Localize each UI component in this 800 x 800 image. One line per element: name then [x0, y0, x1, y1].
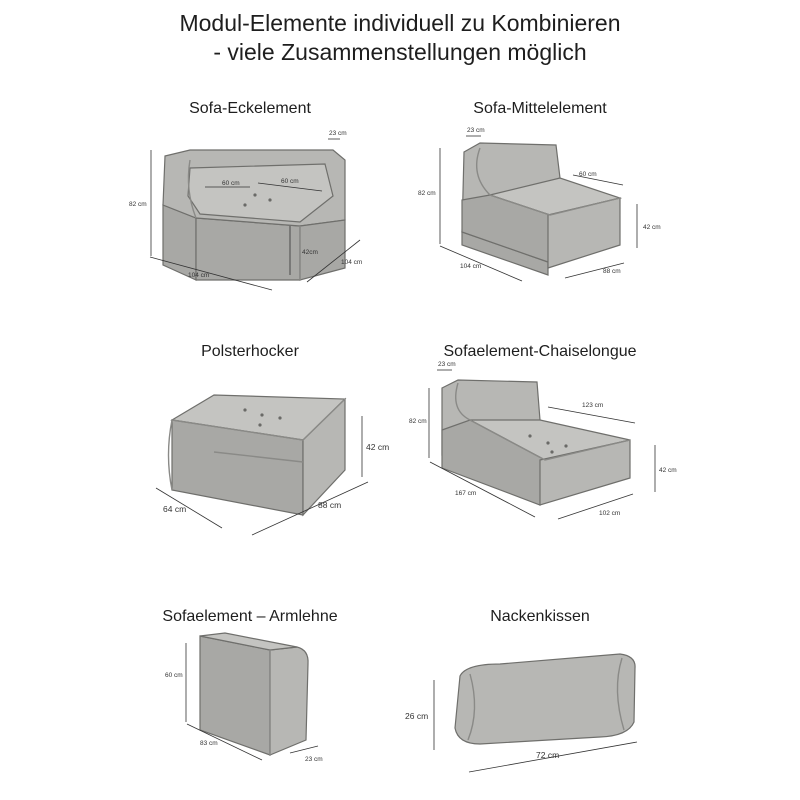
chaise-seat-height-dim: 42 cm	[659, 467, 677, 474]
corner-seat-right-dim: 60 cm	[281, 178, 299, 185]
pillow-illustration	[455, 654, 635, 744]
chaise-title: Sofaelement-Chaiselongue	[443, 343, 637, 360]
ottoman-height-dim: 42 cm	[366, 442, 390, 452]
corner-element-title: Sofa-Eckelement	[189, 100, 311, 117]
chaise-length-dim: 167 cm	[455, 490, 477, 497]
corner-height-dim: 82 cm	[129, 201, 147, 208]
pillow-width-dim: 72 cm	[536, 750, 560, 760]
middle-sofa-illustration	[462, 143, 620, 275]
armrest-length-dim: 83 cm	[200, 740, 218, 747]
middle-height-dim: 82 cm	[418, 190, 436, 197]
middle-element-title: Sofa-Mittelelement	[473, 100, 607, 117]
chaise-height-dim: 82 cm	[409, 418, 427, 425]
pillow-title: Nackenkissen	[490, 608, 590, 625]
ottoman-depth-dim: 64 cm	[163, 504, 187, 514]
armrest-title: Sofaelement – Armlehne	[162, 608, 338, 625]
ottoman-title: Polsterhocker	[201, 343, 299, 360]
armrest-width-dim: 23 cm	[305, 756, 323, 763]
pillow-height-dim: 26 cm	[405, 711, 429, 721]
ottoman-illustration	[169, 395, 346, 515]
ottoman-width-dim: 88 cm	[318, 500, 342, 510]
page-heading-line-2: - viele Zusammenstellungen möglich	[213, 39, 587, 65]
middle-seat-dim: 60 cm	[579, 171, 597, 178]
chaise-illustration	[442, 380, 630, 505]
middle-depth-dim: 88 cm	[603, 268, 621, 275]
chaise-width-dim: 102 cm	[599, 510, 621, 517]
corner-backrest-dim: 23 cm	[329, 130, 347, 137]
corner-width-dim: 104 cm	[188, 272, 210, 279]
armrest-illustration	[200, 633, 308, 755]
page-heading-line-1: Modul-Elemente individuell zu Kombinieren	[179, 10, 621, 36]
corner-seat-left-dim: 60 cm	[222, 180, 240, 187]
corner-sofa-illustration	[163, 150, 345, 280]
corner-depth-dim: 104 cm	[341, 259, 363, 266]
middle-backrest-dim: 23 cm	[467, 127, 485, 134]
armrest-height-dim: 60 cm	[165, 672, 183, 679]
chaise-backrest-dim: 23 cm	[438, 361, 456, 368]
middle-width-dim: 104 cm	[460, 263, 482, 270]
chaise-seat-dim: 123 cm	[582, 402, 604, 409]
corner-seat-height-dim: 42cm	[302, 249, 318, 256]
middle-seat-height-dim: 42 cm	[643, 224, 661, 231]
